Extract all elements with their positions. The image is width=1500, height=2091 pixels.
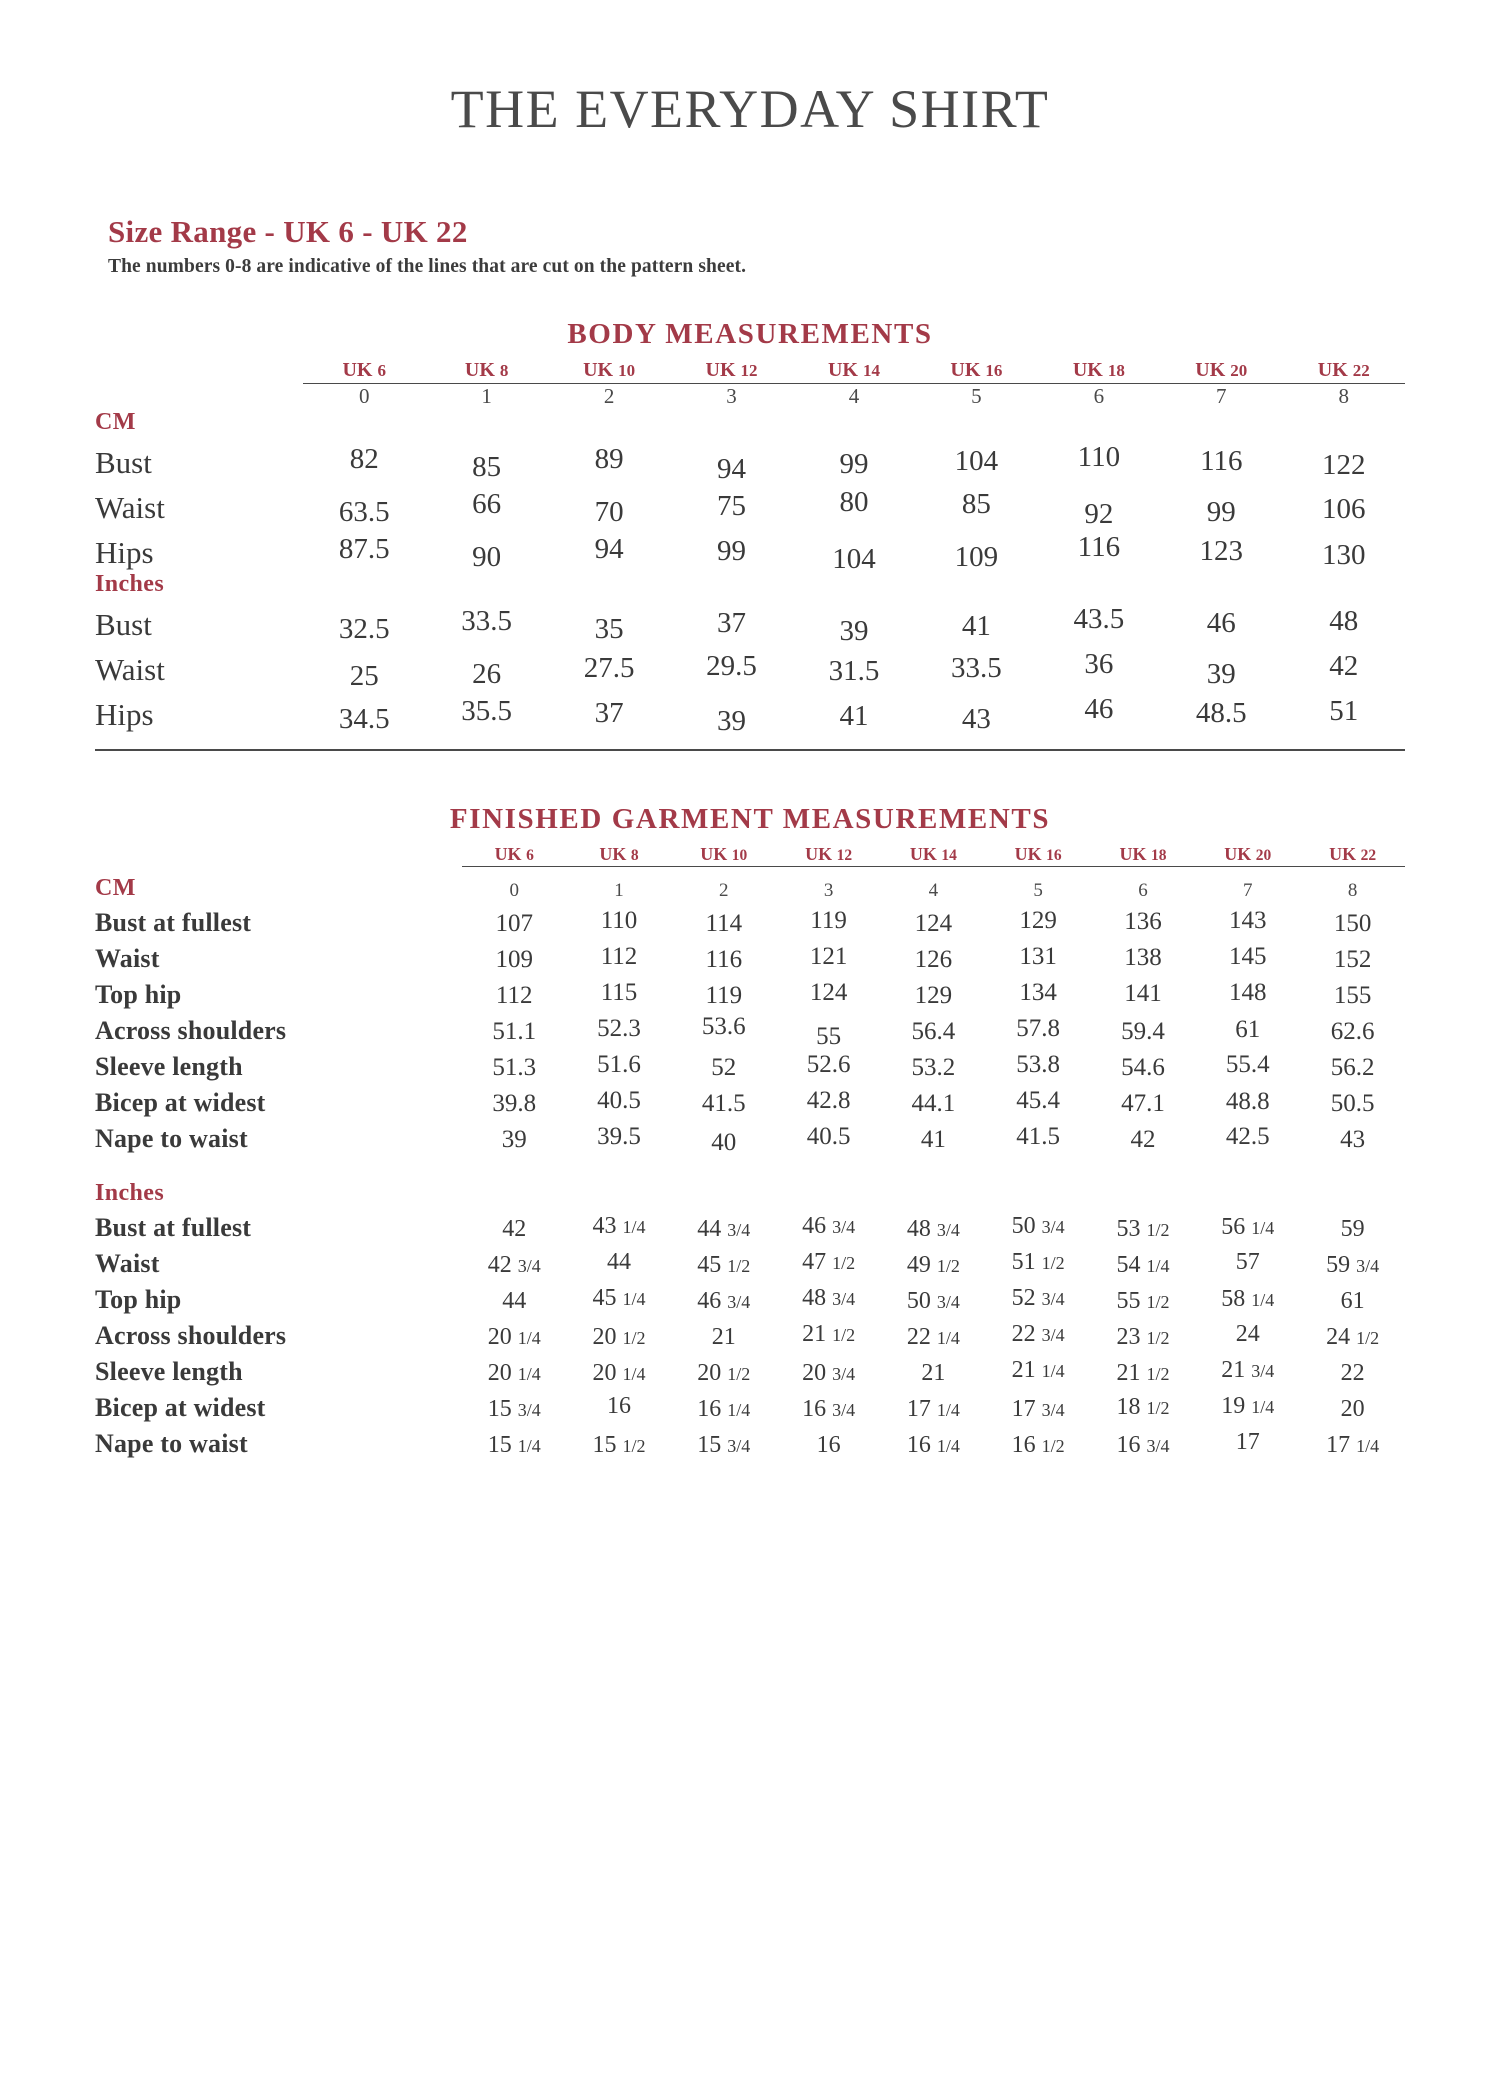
cell: 35 — [594, 613, 624, 645]
table-header-row — [95, 844, 1405, 865]
cell: 114 — [705, 909, 743, 937]
size-range-heading: Size Range - UK 6 - UK 22 — [108, 214, 468, 249]
cell: 51.1 — [492, 1017, 537, 1045]
table-row — [95, 1118, 1405, 1154]
cell: 99 — [1206, 496, 1236, 528]
row-label-bicep-at-widest-cm: Bicep at widest — [95, 1087, 266, 1117]
row-label-waist-in: Waist — [95, 652, 165, 687]
cell: 23 1/2 — [1116, 1323, 1170, 1350]
row-label-bicep-at-widest-in: Bicep at widest — [95, 1392, 266, 1422]
garment-measurements-table — [95, 844, 1405, 1459]
column-index-3: 3 — [823, 879, 834, 901]
column-index-8: 8 — [1338, 384, 1349, 408]
column-index-0: 0 — [358, 384, 370, 408]
cell: 24 — [1235, 1320, 1260, 1347]
column-header-size-5: UK 16 — [1014, 844, 1062, 864]
cell: 15 3/4 — [697, 1431, 751, 1458]
cell: 53 1/2 — [1116, 1215, 1170, 1242]
cell: 104 — [832, 543, 876, 575]
cell: 37 — [594, 697, 624, 729]
cell: 16 1/2 — [1011, 1431, 1065, 1458]
column-header-size-3: UK 12 — [805, 844, 853, 864]
table-row — [95, 1351, 1405, 1387]
cell: 45.4 — [1016, 1086, 1061, 1114]
page-title: THE EVERYDAY SHIRT — [450, 79, 1050, 139]
cell: 40 — [711, 1128, 737, 1156]
cell: 24 1/2 — [1326, 1323, 1380, 1350]
cell: 89 — [594, 443, 624, 475]
table-row — [95, 1082, 1405, 1118]
unit-label-inches: Inches — [95, 1179, 165, 1206]
cell: 44.1 — [911, 1089, 956, 1117]
column-header-size-5: UK 16 — [950, 359, 1003, 381]
cell: 43 — [1340, 1125, 1366, 1153]
table-header-row — [95, 359, 1405, 382]
row-label-top-hip-in: Top hip — [95, 1284, 182, 1314]
cell: 59 3/4 — [1326, 1251, 1380, 1278]
cell: 16 — [816, 1431, 841, 1458]
cell: 51 — [1329, 695, 1359, 727]
cell: 29.5 — [706, 650, 757, 682]
cell: 53.8 — [1016, 1050, 1061, 1078]
body-measurements-heading: BODY MEASUREMENTS — [567, 318, 933, 350]
cell: 112 — [600, 942, 638, 970]
cell: 58 1/4 — [1221, 1285, 1275, 1312]
cell: 20 1/4 — [592, 1359, 646, 1386]
column-index-2: 2 — [603, 384, 615, 408]
cell: 21 3/4 — [1221, 1356, 1275, 1383]
cell: 130 — [1322, 539, 1366, 571]
row-label-waist-cm: Waist — [95, 943, 160, 973]
column-header-size-1: UK 8 — [599, 844, 639, 864]
cell: 53.6 — [701, 1012, 746, 1040]
cell: 42.8 — [806, 1086, 851, 1114]
cell: 61 — [1340, 1287, 1365, 1314]
cell: 52.6 — [806, 1050, 851, 1078]
column-index-7: 7 — [1216, 384, 1227, 408]
cell: 99 — [717, 535, 747, 567]
unit-row-inches — [95, 571, 1405, 598]
cell: 35.5 — [461, 695, 513, 727]
table-row — [95, 938, 1405, 974]
cell: 92 — [1084, 498, 1114, 530]
cell: 39 — [501, 1125, 527, 1153]
table-index-row — [95, 867, 1405, 902]
cell: 75 — [717, 490, 747, 522]
cell: 138 — [1124, 943, 1162, 971]
cell: 104 — [954, 445, 999, 477]
column-index-6: 6 — [1138, 879, 1148, 901]
section-divider — [95, 749, 1405, 751]
cell: 122 — [1322, 449, 1366, 481]
unit-label-cm: CM — [95, 874, 136, 901]
size-range-note: The numbers 0-8 are indicative of the lines that are cut on the pattern sheet. — [108, 256, 747, 277]
row-label-sleeve-length-cm: Sleeve length — [95, 1051, 243, 1081]
column-index-2: 2 — [719, 879, 729, 901]
table-row — [95, 481, 1405, 526]
cell: 17 — [1235, 1428, 1260, 1455]
cell: 42 — [502, 1215, 527, 1242]
column-header-size-7: UK 20 — [1195, 359, 1248, 381]
cell: 112 — [495, 981, 533, 1009]
cell: 85 — [472, 451, 502, 483]
cell: 119 — [705, 981, 743, 1009]
row-label-across-shoulders-in: Across shoulders — [95, 1320, 287, 1350]
cell: 109 — [954, 541, 999, 573]
row-label-bust-in: Bust — [95, 607, 152, 642]
row-label-hips-cm: Hips — [95, 535, 154, 570]
cell: 56.4 — [911, 1017, 956, 1045]
row-label-sleeve-length-in: Sleeve length — [95, 1356, 243, 1386]
cell: 48.5 — [1195, 697, 1247, 729]
table-row — [95, 688, 1405, 733]
cell: 70 — [594, 496, 624, 528]
cell: 110 — [1077, 441, 1121, 473]
cell: 61 — [1235, 1015, 1261, 1043]
cell: 152 — [1333, 945, 1372, 973]
cell: 55 1/2 — [1116, 1287, 1170, 1314]
cell: 41 — [920, 1125, 946, 1153]
cell: 22 3/4 — [1011, 1320, 1065, 1347]
cell: 62.6 — [1330, 1017, 1375, 1045]
cell: 134 — [1019, 978, 1057, 1006]
cell: 50 3/4 — [906, 1287, 960, 1314]
cell: 46 3/4 — [802, 1212, 856, 1239]
cell: 43.5 — [1073, 603, 1125, 635]
cell: 43 1/4 — [592, 1212, 646, 1239]
cell: 52.3 — [597, 1014, 641, 1042]
column-header-size-0: UK 6 — [342, 359, 386, 381]
cell: 66 — [472, 488, 502, 520]
cell: 42 — [1130, 1125, 1156, 1153]
unit-label-inches: Inches — [95, 571, 165, 597]
unit-row-inches — [95, 1172, 1405, 1207]
cell: 26 — [472, 658, 502, 690]
cell: 48 3/4 — [802, 1284, 856, 1311]
cell: 48 3/4 — [906, 1215, 960, 1242]
cell: 44 — [606, 1248, 631, 1275]
cell: 16 1/4 — [697, 1395, 751, 1422]
column-index-1: 1 — [614, 879, 624, 901]
cell: 51 1/2 — [1011, 1248, 1065, 1275]
row-label-waist-cm: Waist — [95, 490, 165, 525]
cell: 16 — [606, 1392, 631, 1419]
column-index-0: 0 — [509, 879, 519, 901]
cell: 32.5 — [338, 613, 390, 645]
cell: 39 — [1206, 658, 1236, 690]
cell: 56 1/4 — [1221, 1213, 1275, 1240]
unit-row-cm — [95, 409, 1405, 436]
cell: 34.5 — [338, 703, 390, 735]
cell: 19 1/4 — [1221, 1392, 1275, 1419]
cell: 129 — [1019, 906, 1057, 934]
cell: 46 — [1084, 693, 1114, 725]
cell: 31.5 — [828, 655, 880, 687]
cell: 39 — [839, 615, 869, 647]
garment-section — [95, 803, 1405, 1459]
column-index-8: 8 — [1347, 879, 1358, 901]
column-index-4: 4 — [848, 384, 860, 408]
table-row — [95, 1243, 1405, 1279]
cell: 87.5 — [338, 533, 390, 565]
cell: 63.5 — [338, 496, 390, 528]
cell: 16 1/4 — [906, 1431, 960, 1458]
column-header-size-8: UK 22 — [1329, 844, 1377, 864]
cell: 17 1/4 — [906, 1395, 960, 1422]
cell: 80 — [839, 486, 869, 518]
column-header-size-1: UK 8 — [464, 359, 509, 381]
cell: 40.5 — [597, 1086, 641, 1114]
cell: 48.8 — [1225, 1087, 1270, 1115]
cell: 124 — [809, 978, 848, 1006]
cell: 55.4 — [1225, 1050, 1270, 1078]
cell: 107 — [495, 909, 533, 937]
cell: 42 — [1329, 650, 1359, 682]
cell: 57.8 — [1016, 1014, 1061, 1042]
cell: 150 — [1333, 909, 1372, 937]
table-row — [95, 526, 1405, 571]
cell: 39 — [717, 705, 747, 737]
cell: 21 1/4 — [1011, 1356, 1065, 1383]
row-label-across-shoulders-cm: Across shoulders — [95, 1015, 287, 1045]
garment-measurements-heading: FINISHED GARMENT MEASUREMENTS — [449, 803, 1051, 835]
row-label-bust-at-fullest-cm: Bust at fullest — [95, 907, 252, 937]
table-row — [95, 1010, 1405, 1046]
table-index-row — [95, 384, 1405, 410]
column-header-size-6: UK 18 — [1072, 359, 1125, 381]
cell: 121 — [809, 942, 848, 970]
table-row — [95, 1279, 1405, 1315]
spacer-row — [95, 1154, 1405, 1172]
cell: 85 — [961, 488, 991, 520]
cell: 131 — [1019, 942, 1057, 970]
cell: 50.5 — [1330, 1089, 1375, 1117]
cell: 44 3/4 — [697, 1215, 751, 1242]
cell: 20 — [1340, 1395, 1365, 1422]
cell: 25 — [349, 660, 379, 692]
cell: 17 3/4 — [1011, 1395, 1065, 1422]
cell: 41 — [839, 700, 869, 732]
cell: 45 1/2 — [697, 1251, 751, 1278]
cell: 145 — [1229, 942, 1267, 970]
column-header-size-0: UK 6 — [494, 844, 534, 864]
cell: 17 1/4 — [1326, 1431, 1380, 1458]
table-row — [95, 974, 1405, 1010]
cell: 54.6 — [1121, 1053, 1165, 1081]
cell: 116 — [1200, 445, 1243, 477]
cell: 51.6 — [597, 1050, 641, 1078]
cell: 39.8 — [492, 1089, 537, 1117]
cell: 20 1/4 — [487, 1359, 541, 1386]
cell: 57 — [1235, 1248, 1260, 1275]
cell: 141 — [1124, 979, 1162, 1007]
cell: 148 — [1229, 978, 1267, 1006]
cell: 94 — [594, 533, 624, 565]
cell: 94 — [717, 453, 747, 485]
column-index-5: 5 — [971, 384, 982, 408]
table-row — [95, 436, 1405, 481]
cell: 16 3/4 — [1116, 1431, 1170, 1458]
column-index-1: 1 — [481, 384, 492, 408]
column-header-size-8: UK 22 — [1317, 359, 1370, 381]
cell: 33.5 — [461, 605, 513, 637]
cell: 56.2 — [1330, 1053, 1375, 1081]
row-label-nape-to-waist-cm: Nape to waist — [95, 1123, 248, 1153]
column-index-7: 7 — [1243, 879, 1253, 901]
cell: 46 3/4 — [697, 1287, 751, 1314]
unit-label-cm: CM — [95, 409, 136, 435]
cell: 20 1/4 — [487, 1323, 541, 1350]
row-label-top-hip-cm: Top hip — [95, 979, 182, 1009]
cell: 54 1/4 — [1116, 1251, 1170, 1278]
column-header-size-7: UK 20 — [1224, 844, 1272, 864]
cell: 45 1/4 — [592, 1284, 646, 1311]
column-header-size-6: UK 18 — [1119, 844, 1167, 864]
cell: 143 — [1229, 906, 1267, 934]
cell: 90 — [472, 541, 502, 573]
table-row — [95, 1046, 1405, 1082]
cell: 41 — [961, 610, 991, 642]
cell: 22 — [1340, 1359, 1365, 1386]
cell: 20 1/2 — [697, 1359, 751, 1386]
table-row — [95, 1423, 1405, 1459]
column-header-size-3: UK 12 — [705, 359, 758, 381]
cell: 136 — [1124, 907, 1162, 935]
cell: 106 — [1322, 493, 1366, 525]
cell: 20 1/2 — [592, 1323, 646, 1350]
body-measurements-table — [95, 359, 1405, 737]
cell: 53.2 — [911, 1053, 956, 1081]
cell: 44 — [502, 1287, 527, 1314]
cell: 41.5 — [701, 1089, 746, 1117]
size-range-block — [108, 214, 1405, 278]
cell: 52 3/4 — [1011, 1284, 1065, 1311]
column-index-5: 5 — [1033, 879, 1043, 901]
cell: 15 3/4 — [487, 1395, 541, 1422]
row-label-hips-in: Hips — [95, 697, 154, 732]
table-row — [95, 1387, 1405, 1423]
cell: 39.5 — [597, 1122, 641, 1150]
cell: 42.5 — [1225, 1122, 1270, 1150]
cell: 126 — [914, 945, 953, 973]
cell: 47.1 — [1121, 1089, 1165, 1117]
cell: 21 1/2 — [1116, 1359, 1170, 1386]
cell: 16 3/4 — [802, 1395, 856, 1422]
cell: 109 — [495, 945, 533, 973]
cell: 129 — [914, 981, 953, 1009]
cell: 42 3/4 — [487, 1251, 541, 1278]
cell: 21 1/2 — [802, 1320, 856, 1347]
column-header-size-4: UK 14 — [909, 844, 957, 864]
row-label-bust-cm: Bust — [95, 445, 152, 480]
cell: 59 — [1340, 1215, 1365, 1242]
cell: 115 — [600, 978, 638, 1006]
cell: 99 — [839, 448, 869, 480]
cell: 51.3 — [492, 1053, 537, 1081]
cell: 37 — [717, 607, 747, 639]
cell: 21 — [921, 1359, 946, 1386]
cell: 20 3/4 — [802, 1359, 856, 1386]
column-header-size-2: UK 10 — [583, 359, 636, 381]
table-row — [95, 1207, 1405, 1243]
table-row — [95, 902, 1405, 938]
cell: 48 — [1329, 605, 1359, 637]
cell: 15 1/2 — [592, 1431, 646, 1458]
row-label-bust-at-fullest-in: Bust at fullest — [95, 1212, 252, 1242]
cell: 15 1/4 — [487, 1431, 541, 1458]
cell: 41.5 — [1016, 1122, 1061, 1150]
cell: 155 — [1333, 981, 1372, 1009]
cell: 123 — [1199, 535, 1244, 567]
table-row — [95, 1315, 1405, 1351]
cell: 55 — [816, 1022, 842, 1050]
cell: 36 — [1084, 648, 1114, 680]
row-label-waist-in: Waist — [95, 1248, 160, 1278]
cell: 50 3/4 — [1011, 1212, 1065, 1239]
column-header-size-4: UK 14 — [827, 359, 880, 381]
cell: 47 1/2 — [802, 1248, 856, 1275]
column-header-size-2: UK 10 — [700, 844, 748, 864]
cell: 52 — [711, 1053, 737, 1081]
cell: 22 1/4 — [906, 1323, 960, 1350]
cell: 110 — [600, 906, 638, 934]
cell: 116 — [1077, 531, 1121, 563]
column-index-6: 6 — [1093, 384, 1105, 408]
cell: 27.5 — [583, 652, 635, 684]
cell: 43 — [961, 703, 991, 735]
table-row — [95, 643, 1405, 688]
cell: 59.4 — [1121, 1017, 1165, 1045]
table-row — [95, 598, 1405, 643]
row-label-nape-to-waist-in: Nape to waist — [95, 1428, 248, 1458]
cell: 49 1/2 — [906, 1251, 960, 1278]
cell: 119 — [810, 906, 847, 934]
cell: 82 — [349, 443, 379, 475]
column-index-4: 4 — [928, 879, 939, 901]
column-index-3: 3 — [726, 384, 737, 408]
cell: 116 — [705, 945, 743, 973]
cell: 18 1/2 — [1116, 1393, 1170, 1420]
size-chart-page — [0, 78, 1500, 2091]
cell: 124 — [914, 909, 953, 937]
cell: 46 — [1206, 607, 1236, 639]
cell: 21 — [711, 1323, 736, 1350]
cell: 33.5 — [951, 652, 1002, 684]
cell: 40.5 — [806, 1122, 851, 1150]
